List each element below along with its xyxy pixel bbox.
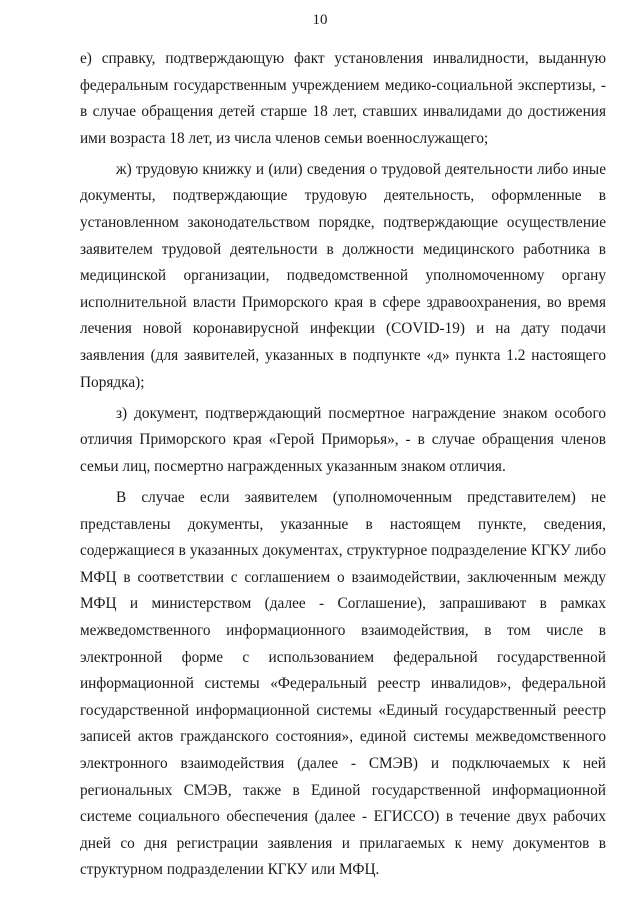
paragraph-z: з) документ, подтверждающий посмертное награждение знаком особого отличия Приморского края «Герой Приморья», - в случае обращения членов семьи лиц, посмертно награжденных указанным знаком отличия. — [80, 404, 606, 475]
paragraph-zh: ж) трудовую книжку и (или) сведения о трудовой деятельности либо иные документы, подтверждающие трудовую деятельность, оформленные в установленном законодательством порядке, подтверждающие осуществление заявителем трудовой деятельности в должности медицинского работника в медицинской организации, подведомственной уполномоченному органу исполнительной власти Приморского края в сфере здравоохранения, во время лечения новой коронавирусной инфекции (COVID-19) и на дату подачи заявления (для заявителей, указанных в подпункте «д» пункта 1.2 настоящего Порядка); — [80, 160, 606, 391]
paragraph-interagency-request: В случае если заявителем (уполномоченным представителем) не представлены документы, указанные в настоящем пункте, сведения, содержащиеся в указанных документах, структурное подразделение КГКУ либо МФЦ в соответствии с соглашением о взаимодействии, заключенным между МФЦ и министерством (далее - Соглашение), запрашивают в рамках межведомственного информационного взаимодействия, в том числе в электронной форме с использованием федеральной государственной информационной системы «Федеральный реестр инвалидов», федеральной государственной информационной системы «Единый государственный реестр записей актов гражданского состояния», единой системы межведомственного электронного взаимодействия (далее - СМЭВ) и подключаемых к ней региональных СМЭВ, также в Единой государственной информационной системе социального обеспечения (далее - ЕГИССО) в течение двух рабочих дней со дня регистрации заявления и прилагаемых к нему документов в структурном подразделении КГКУ или МФЦ. — [80, 489, 606, 879]
paragraph-e: е) справку, подтверждающую факт установления инвалидности, выданную федеральным государственным учреждением медико-социальной экспертизы, - в случае обращения детей старше 18 лет, ставших инвалидами до достижения ими возраста 18 лет, из числа членов семьи военнослужащего; — [80, 50, 606, 147]
document-body — [80, 46, 606, 888]
page-number: 10 — [312, 12, 328, 28]
